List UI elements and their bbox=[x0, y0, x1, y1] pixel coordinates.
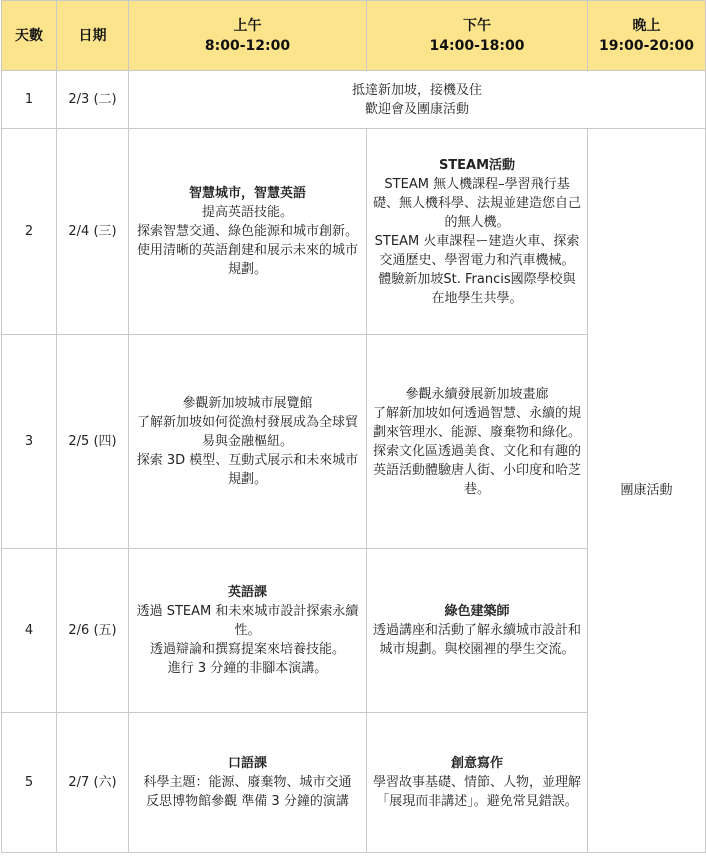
header-morning-label: 上午 bbox=[233, 17, 262, 34]
header-afternoon-time: 14:00-18:00 bbox=[429, 37, 525, 54]
morning-line: 使用清晰的英語創建和展示未來的城市規劃。 bbox=[136, 243, 358, 277]
afternoon-line: 參觀永續發展新加坡畫廊 bbox=[405, 386, 549, 402]
afternoon-title: 創意寫作 bbox=[450, 756, 503, 771]
header-afternoon-label: 下午 bbox=[463, 17, 491, 34]
afternoon-line: 學習故事基礎、情節、人物，並理解「展現而非講述」。避免常見錯誤。 bbox=[373, 775, 582, 809]
morning-line: 進行 3 分鐘的非腳本演講。 bbox=[167, 661, 328, 676]
afternoon-cell bbox=[367, 335, 588, 549]
afternoon-line: STEAM 火車課程ー建造火車、探索交通歷史、學習電力和汽車機械。 bbox=[374, 233, 580, 268]
header-day: 天數 bbox=[2, 1, 57, 71]
evening-cell: 團康活動 bbox=[588, 129, 706, 853]
header-row bbox=[2, 1, 706, 71]
morning-line: 提高英語技能。 bbox=[201, 205, 293, 220]
afternoon-line: STEAM 無人機課程–學習飛行基礎、無人機科學、法規並建造您自己的無人機。 bbox=[373, 176, 582, 230]
date-cell: 2/7 (六) bbox=[57, 713, 129, 853]
day-cell: 2 bbox=[2, 129, 57, 335]
arrival-line: 抵達新加坡，接機及住 bbox=[351, 82, 482, 98]
date-cell: 2/3 (二) bbox=[57, 71, 129, 129]
schedule-table bbox=[1, 0, 706, 853]
day-cell: 3 bbox=[2, 335, 57, 549]
header-evening bbox=[588, 1, 706, 71]
afternoon-line: 透過講座和活動了解永續城市設計和城市規劃。與校園裡的學生交流。 bbox=[373, 623, 582, 657]
day-cell: 4 bbox=[2, 549, 57, 713]
afternoon-cell bbox=[367, 713, 588, 853]
morning-cell bbox=[129, 713, 367, 853]
morning-cell bbox=[129, 549, 367, 713]
morning-line: 透過辯論和撰寫提案來培養技能。 bbox=[149, 642, 345, 657]
date-cell: 2/6 (五) bbox=[57, 549, 129, 713]
afternoon-line: 體驗新加坡St. Francis國際學校與在地學生共學。 bbox=[378, 271, 576, 306]
morning-line: 了解新加坡如何從漁村發展成為全球貿易與金融樞紐。 bbox=[136, 415, 358, 449]
morning-cell bbox=[129, 335, 367, 549]
morning-line: 科學主題：能源、廢棄物、城市交通 反思博物館參觀 準備 3 分鐘的演講 bbox=[143, 775, 352, 809]
header-afternoon bbox=[367, 1, 588, 71]
header-date: 日期 bbox=[57, 1, 129, 71]
header-morning-time: 8:00-12:00 bbox=[204, 37, 291, 54]
header-evening-time: 19:00-20:00 bbox=[599, 37, 694, 54]
day-cell: 1 bbox=[2, 71, 57, 129]
arrival-line: 歡迎會及團康活動 bbox=[364, 101, 469, 117]
afternoon-title: STEAM活動 bbox=[438, 157, 516, 173]
afternoon-line: 了解新加坡如何透過智慧、永續的規劃來管理水、能源、廢棄物和綠化。 bbox=[373, 405, 582, 440]
afternoon-cell bbox=[367, 129, 588, 335]
morning-line: 探索智慧交通、綠色能源和城市創新。 bbox=[136, 224, 358, 239]
morning-title: 智慧城市，智慧英語 bbox=[188, 186, 306, 201]
afternoon-cell bbox=[367, 549, 588, 713]
arrival-cell bbox=[129, 71, 706, 129]
morning-line: 參觀新加坡城市展覽館 bbox=[182, 396, 313, 411]
header-evening-label: 晚上 bbox=[632, 17, 661, 34]
afternoon-line: 探索文化區透過美食、文化和有趣的英語活動體驗唐人街、小印度和哈芝巷。 bbox=[373, 443, 582, 497]
morning-line: 探索 3D 模型、互動式展示和未來城市規劃。 bbox=[136, 453, 359, 487]
day-cell: 5 bbox=[2, 713, 57, 853]
morning-title: 口語課 bbox=[227, 756, 267, 771]
date-cell: 2/5 (四) bbox=[57, 335, 129, 549]
morning-line: 透過 STEAM 和未來城市設計探索永續性。 bbox=[136, 604, 359, 638]
date-cell: 2/4 (三) bbox=[57, 129, 129, 335]
header-morning bbox=[129, 1, 367, 71]
table-row bbox=[2, 71, 706, 129]
morning-cell bbox=[129, 129, 367, 335]
table-row bbox=[2, 129, 706, 335]
afternoon-title: 綠色建築師 bbox=[444, 604, 510, 619]
morning-title: 英語課 bbox=[227, 585, 267, 600]
